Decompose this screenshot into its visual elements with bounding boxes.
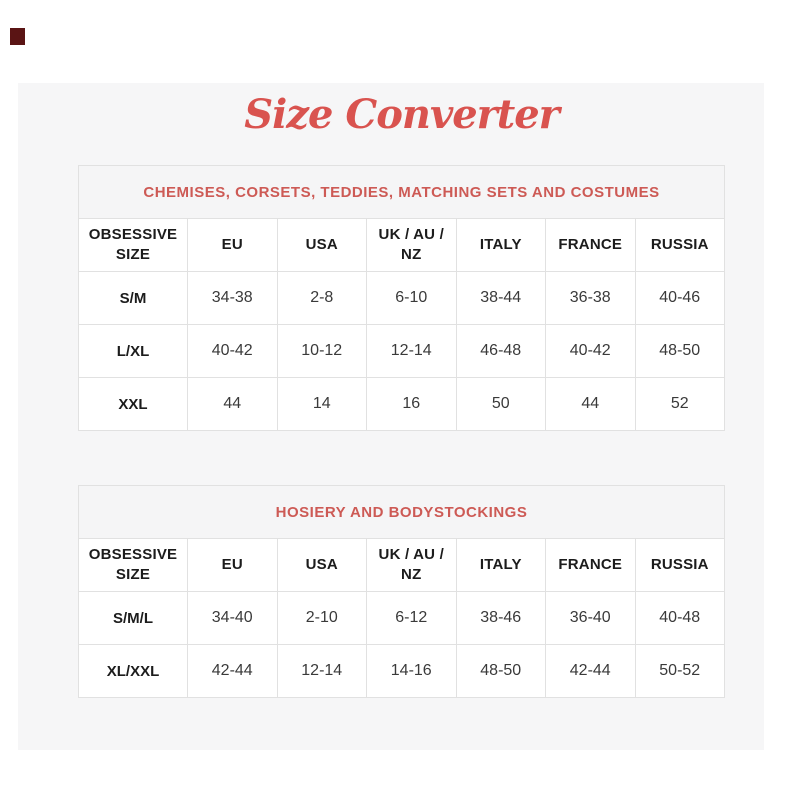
size-value-cell: 14 <box>277 378 367 431</box>
column-header: UK / AU / NZ <box>367 219 457 272</box>
size-value-cell: 40-46 <box>635 272 725 325</box>
size-value-cell: 34-38 <box>188 272 278 325</box>
column-header: ITALY <box>456 539 546 592</box>
table-row <box>79 378 725 431</box>
size-value-cell: 14-16 <box>367 645 457 698</box>
size-value-cell: 2-10 <box>277 592 367 645</box>
size-value-cell: 2-8 <box>277 272 367 325</box>
table-title-row <box>79 486 725 539</box>
table-row <box>79 645 725 698</box>
size-label-cell: XL/XXL <box>79 645 188 698</box>
size-value-cell: 50 <box>456 378 546 431</box>
size-value-cell: 42-44 <box>188 645 278 698</box>
size-value-cell: 48-50 <box>456 645 546 698</box>
size-value-cell: 38-44 <box>456 272 546 325</box>
column-header: OBSESSIVE SIZE <box>79 539 188 592</box>
size-value-cell: 50-52 <box>635 645 725 698</box>
column-header: FRANCE <box>546 539 636 592</box>
size-table-hosiery <box>78 485 725 698</box>
column-header: FRANCE <box>546 219 636 272</box>
size-value-cell: 40-42 <box>546 325 636 378</box>
size-label-cell: S/M <box>79 272 188 325</box>
size-value-cell: 48-50 <box>635 325 725 378</box>
size-value-cell: 12-14 <box>367 325 457 378</box>
table-row <box>79 592 725 645</box>
column-header-row <box>79 539 725 592</box>
size-value-cell: 6-10 <box>367 272 457 325</box>
column-header: EU <box>188 539 278 592</box>
table-title: CHEMISES, CORSETS, TEDDIES, MATCHING SETS AND COSTUMES <box>79 166 725 219</box>
size-value-cell: 36-38 <box>546 272 636 325</box>
size-value-cell: 6-12 <box>367 592 457 645</box>
column-header: EU <box>188 219 278 272</box>
table-row <box>79 325 725 378</box>
size-value-cell: 46-48 <box>456 325 546 378</box>
size-value-cell: 34-40 <box>188 592 278 645</box>
size-label-cell: L/XL <box>79 325 188 378</box>
column-header: OBSESSIVE SIZE <box>79 219 188 272</box>
size-value-cell: 40-48 <box>635 592 725 645</box>
size-value-cell: 44 <box>546 378 636 431</box>
column-header-row <box>79 219 725 272</box>
content-panel <box>18 83 764 750</box>
table-row <box>79 272 725 325</box>
page-title: Size Converter <box>244 91 559 138</box>
size-table-garments <box>78 165 725 431</box>
table-title-row <box>79 166 725 219</box>
size-value-cell: 12-14 <box>277 645 367 698</box>
column-header: USA <box>277 219 367 272</box>
size-label-cell: S/M/L <box>79 592 188 645</box>
size-value-cell: 40-42 <box>188 325 278 378</box>
column-header: USA <box>277 539 367 592</box>
size-value-cell: 42-44 <box>546 645 636 698</box>
size-value-cell: 10-12 <box>277 325 367 378</box>
size-value-cell: 38-46 <box>456 592 546 645</box>
column-header: ITALY <box>456 219 546 272</box>
corner-logo-mark <box>10 28 25 45</box>
column-header: RUSSIA <box>635 539 725 592</box>
column-header: RUSSIA <box>635 219 725 272</box>
size-value-cell: 52 <box>635 378 725 431</box>
column-header: UK / AU / NZ <box>367 539 457 592</box>
size-value-cell: 44 <box>188 378 278 431</box>
size-value-cell: 36-40 <box>546 592 636 645</box>
size-label-cell: XXL <box>79 378 188 431</box>
table-title: HOSIERY AND BODYSTOCKINGS <box>79 486 725 539</box>
size-value-cell: 16 <box>367 378 457 431</box>
